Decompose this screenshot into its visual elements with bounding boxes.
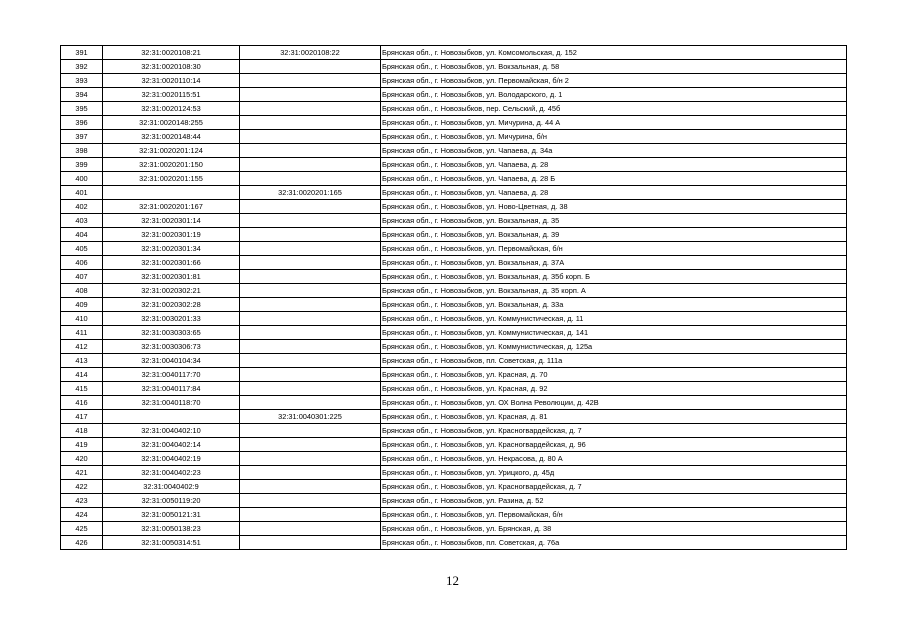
row-number: 396 [61, 116, 103, 130]
address: Брянская обл., г. Новозыбков, ул. Брянская, д. 38 [381, 522, 847, 536]
table-row [61, 438, 847, 452]
new-cadastral-number [240, 270, 381, 284]
cadastral-number: 32:31:0040402:10 [103, 424, 240, 438]
new-cadastral-number [240, 508, 381, 522]
row-number: 398 [61, 144, 103, 158]
row-number: 412 [61, 340, 103, 354]
cadastral-number: 32:31:0020302:21 [103, 284, 240, 298]
new-cadastral-number [240, 368, 381, 382]
table-row [61, 200, 847, 214]
row-number: 413 [61, 354, 103, 368]
address: Брянская обл., г. Новозыбков, пл. Советская, д. 76а [381, 536, 847, 550]
row-number: 423 [61, 494, 103, 508]
address: Брянская обл., г. Новозыбков, ул. Разина, д. 52 [381, 494, 847, 508]
cadastral-number [103, 186, 240, 200]
row-number: 395 [61, 102, 103, 116]
table-row [61, 256, 847, 270]
table-row [61, 298, 847, 312]
cadastral-number: 32:31:0020301:14 [103, 214, 240, 228]
row-number: 409 [61, 298, 103, 312]
cadastral-number: 32:31:0020124:53 [103, 102, 240, 116]
address: Брянская обл., г. Новозыбков, ул. Красногвардейская, д. 7 [381, 424, 847, 438]
row-number: 422 [61, 480, 103, 494]
address: Брянская обл., г. Новозыбков, ул. Красногвардейская, д. 7 [381, 480, 847, 494]
new-cadastral-number [240, 284, 381, 298]
address: Брянская обл., г. Новозыбков, ул. Вокзальная, д. 35б корп. Б [381, 270, 847, 284]
table-row [61, 158, 847, 172]
row-number: 417 [61, 410, 103, 424]
cadastral-number: 32:31:0040402:23 [103, 466, 240, 480]
row-number: 406 [61, 256, 103, 270]
table-row [61, 396, 847, 410]
table-row [61, 480, 847, 494]
table-row [61, 312, 847, 326]
address: Брянская обл., г. Новозыбков, ул. Красная, д. 81 [381, 410, 847, 424]
cadastral-number: 32:31:0050119:20 [103, 494, 240, 508]
table-row [61, 60, 847, 74]
table-row [61, 340, 847, 354]
address: Брянская обл., г. Новозыбков, ул. Володарского, д. 1 [381, 88, 847, 102]
new-cadastral-number [240, 158, 381, 172]
table-row [61, 284, 847, 298]
address: Брянская обл., г. Новозыбков, ул. Первомайская, б/н 2 [381, 74, 847, 88]
cadastral-number: 32:31:0050121:31 [103, 508, 240, 522]
new-cadastral-number [240, 326, 381, 340]
address: Брянская обл., г. Новозыбков, ул. Вокзальная, д. 37А [381, 256, 847, 270]
new-cadastral-number [240, 74, 381, 88]
cadastral-number: 32:31:0020115:51 [103, 88, 240, 102]
address: Брянская обл., г. Новозыбков, ул. Урицкого, д. 45д [381, 466, 847, 480]
cadastral-number: 32:31:0040402:9 [103, 480, 240, 494]
new-cadastral-number [240, 340, 381, 354]
table-row [61, 130, 847, 144]
address: Брянская обл., г. Новозыбков, пл. Советская, д. 111а [381, 354, 847, 368]
table-row [61, 116, 847, 130]
row-number: 393 [61, 74, 103, 88]
new-cadastral-number [240, 88, 381, 102]
new-cadastral-number [240, 494, 381, 508]
address: Брянская обл., г. Новозыбков, ул. Коммунистическая, д. 141 [381, 326, 847, 340]
new-cadastral-number [240, 242, 381, 256]
new-cadastral-number: 32:31:0040301:225 [240, 410, 381, 424]
table-row [61, 270, 847, 284]
cadastral-number: 32:31:0020201:124 [103, 144, 240, 158]
row-number: 411 [61, 326, 103, 340]
row-number: 399 [61, 158, 103, 172]
new-cadastral-number [240, 256, 381, 270]
new-cadastral-number [240, 116, 381, 130]
table-row [61, 382, 847, 396]
cadastral-number: 32:31:0040117:70 [103, 368, 240, 382]
row-number: 402 [61, 200, 103, 214]
cadastral-number: 32:31:0030201:33 [103, 312, 240, 326]
table-row [61, 354, 847, 368]
table-row [61, 102, 847, 116]
address: Брянская обл., г. Новозыбков, ул. Мичурина, б/н [381, 130, 847, 144]
row-number: 410 [61, 312, 103, 326]
cadastral-number: 32:31:0050314:51 [103, 536, 240, 550]
new-cadastral-number [240, 60, 381, 74]
cadastral-number: 32:31:0030306:73 [103, 340, 240, 354]
cadastral-number: 32:31:0030303:65 [103, 326, 240, 340]
row-number: 394 [61, 88, 103, 102]
table-row [61, 508, 847, 522]
cadastral-number: 32:31:0020108:21 [103, 46, 240, 60]
cadastral-number: 32:31:0040402:14 [103, 438, 240, 452]
row-number: 425 [61, 522, 103, 536]
table-row [61, 46, 847, 60]
table-row [61, 494, 847, 508]
new-cadastral-number [240, 480, 381, 494]
cadastral-number: 32:31:0020301:66 [103, 256, 240, 270]
table-row [61, 228, 847, 242]
row-number: 401 [61, 186, 103, 200]
cadastral-number: 32:31:0020148:44 [103, 130, 240, 144]
new-cadastral-number [240, 438, 381, 452]
cadastral-number: 32:31:0020301:81 [103, 270, 240, 284]
row-number: 392 [61, 60, 103, 74]
row-number: 414 [61, 368, 103, 382]
address: Брянская обл., г. Новозыбков, ул. Чапаева, д. 28 [381, 158, 847, 172]
cadastral-number: 32:31:0020110:14 [103, 74, 240, 88]
cadastral-table [60, 45, 847, 550]
table-row [61, 536, 847, 550]
cadastral-number: 32:31:0040104:34 [103, 354, 240, 368]
cadastral-number: 32:31:0020301:34 [103, 242, 240, 256]
address: Брянская обл., г. Новозыбков, ул. Вокзальная, д. 33а [381, 298, 847, 312]
cadastral-number: 32:31:0020201:150 [103, 158, 240, 172]
address: Брянская обл., г. Новозыбков, ул. Комсомольская, д. 152 [381, 46, 847, 60]
new-cadastral-number [240, 102, 381, 116]
row-number: 408 [61, 284, 103, 298]
new-cadastral-number [240, 354, 381, 368]
new-cadastral-number [240, 200, 381, 214]
address: Брянская обл., г. Новозыбков, ул. ОХ Волна Революции, д. 42В [381, 396, 847, 410]
table-row [61, 214, 847, 228]
new-cadastral-number [240, 382, 381, 396]
address: Брянская обл., г. Новозыбков, ул. Первомайская, б/н [381, 508, 847, 522]
row-number: 400 [61, 172, 103, 186]
address: Брянская обл., г. Новозыбков, ул. Красная, д. 92 [381, 382, 847, 396]
address: Брянская обл., г. Новозыбков, ул. Вокзальная, д. 58 [381, 60, 847, 74]
address: Брянская обл., г. Новозыбков, ул. Вокзальная, д. 39 [381, 228, 847, 242]
cadastral-number: 32:31:0020301:19 [103, 228, 240, 242]
address: Брянская обл., г. Новозыбков, пер. Сельский, д. 45б [381, 102, 847, 116]
table-row [61, 186, 847, 200]
new-cadastral-number [240, 144, 381, 158]
cadastral-number: 32:31:0020148:255 [103, 116, 240, 130]
address: Брянская обл., г. Новозыбков, ул. Чапаева, д. 28 [381, 186, 847, 200]
address: Брянская обл., г. Новозыбков, ул. Красногвардейская, д. 96 [381, 438, 847, 452]
table-row [61, 522, 847, 536]
row-number: 403 [61, 214, 103, 228]
row-number: 420 [61, 452, 103, 466]
table-row [61, 172, 847, 186]
row-number: 407 [61, 270, 103, 284]
row-number: 419 [61, 438, 103, 452]
new-cadastral-number [240, 130, 381, 144]
new-cadastral-number [240, 522, 381, 536]
row-number: 397 [61, 130, 103, 144]
new-cadastral-number [240, 228, 381, 242]
cadastral-number: 32:31:0020108:30 [103, 60, 240, 74]
row-number: 424 [61, 508, 103, 522]
new-cadastral-number [240, 214, 381, 228]
cadastral-number [103, 410, 240, 424]
table-row [61, 452, 847, 466]
row-number: 404 [61, 228, 103, 242]
new-cadastral-number [240, 396, 381, 410]
page-number: 12 [446, 573, 459, 588]
new-cadastral-number [240, 536, 381, 550]
cadastral-number: 32:31:0050138:23 [103, 522, 240, 536]
new-cadastral-number [240, 452, 381, 466]
row-number: 405 [61, 242, 103, 256]
new-cadastral-number [240, 466, 381, 480]
row-number: 416 [61, 396, 103, 410]
row-number: 418 [61, 424, 103, 438]
address: Брянская обл., г. Новозыбков, ул. Некрасова, д. 80 А [381, 452, 847, 466]
address: Брянская обл., г. Новозыбков, ул. Красная, д. 70 [381, 368, 847, 382]
table-row [61, 410, 847, 424]
table-body [61, 46, 847, 550]
new-cadastral-number: 32:31:0020201:165 [240, 186, 381, 200]
table-row [61, 326, 847, 340]
row-number: 421 [61, 466, 103, 480]
table-row [61, 88, 847, 102]
address: Брянская обл., г. Новозыбков, ул. Коммунистическая, д. 125а [381, 340, 847, 354]
address: Брянская обл., г. Новозыбков, ул. Мичурина, д. 44 А [381, 116, 847, 130]
address: Брянская обл., г. Новозыбков, ул. Ново-Цветная, д. 38 [381, 200, 847, 214]
table-row [61, 368, 847, 382]
table-row [61, 242, 847, 256]
table-row [61, 144, 847, 158]
address: Брянская обл., г. Новозыбков, ул. Вокзальная, д. 35 [381, 214, 847, 228]
new-cadastral-number [240, 172, 381, 186]
row-number: 415 [61, 382, 103, 396]
row-number: 426 [61, 536, 103, 550]
cadastral-number: 32:31:0020302:28 [103, 298, 240, 312]
new-cadastral-number [240, 298, 381, 312]
address: Брянская обл., г. Новозыбков, ул. Коммунистическая, д. 11 [381, 312, 847, 326]
cadastral-number: 32:31:0040117:84 [103, 382, 240, 396]
address: Брянская обл., г. Новозыбков, ул. Первомайская, б/н [381, 242, 847, 256]
new-cadastral-number [240, 424, 381, 438]
address: Брянская обл., г. Новозыбков, ул. Вокзальная, д. 35 корп. А [381, 284, 847, 298]
new-cadastral-number: 32:31:0020108:22 [240, 46, 381, 60]
new-cadastral-number [240, 312, 381, 326]
cadastral-number: 32:31:0020201:167 [103, 200, 240, 214]
cadastral-number: 32:31:0040118:70 [103, 396, 240, 410]
row-number: 391 [61, 46, 103, 60]
cadastral-number: 32:31:0040402:19 [103, 452, 240, 466]
table-row [61, 466, 847, 480]
table-row [61, 424, 847, 438]
table-row [61, 74, 847, 88]
cadastral-number: 32:31:0020201:155 [103, 172, 240, 186]
address: Брянская обл., г. Новозыбков, ул. Чапаева, д. 34а [381, 144, 847, 158]
address: Брянская обл., г. Новозыбков, ул. Чапаева, д. 28 Б [381, 172, 847, 186]
